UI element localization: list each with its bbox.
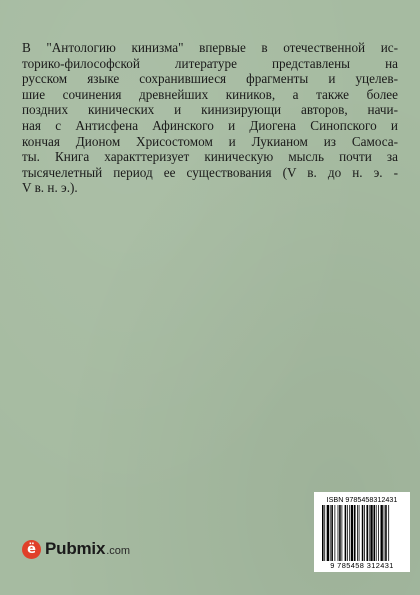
barcode-bar [362,505,364,561]
barcode-bar [369,505,370,561]
description-line: шие сочинения древнейших киников, а также более [22,86,398,102]
publisher-domain: .com [106,545,131,557]
barcode-bar [347,505,348,561]
description-line: ная с Антисфена Афинского и Диогена Синопского и [22,117,398,133]
description-line: ты. Книга характтеризует киническую мысль почти за [22,149,398,165]
barcode-bar [322,505,324,561]
description-line: В "Антологию кинизма" впервые в отечественной ис- [22,40,398,55]
publisher-logo [22,536,130,562]
barcode-bar [324,505,325,561]
description-line: кончая Дионом Хрисостомом и Лукианом из Самоса- [22,133,398,149]
barcode-bar [339,505,341,561]
barcode-bar [357,505,358,561]
description-line: V в. н. э.). [22,180,78,196]
barcode-icon [321,505,403,561]
barcode-bar [385,505,387,561]
barcode-bar [334,505,335,561]
barcode-bar [331,505,333,561]
barcode-bar [342,505,343,561]
description-line: русском языке сохранившиеся фрагменты и уцелев- [22,71,398,87]
barcode-bar [327,505,329,561]
barcode-bar [351,505,353,561]
isbn-label: ISBN 9785458312431 [326,495,398,504]
barcode-bar [345,505,347,561]
description-line: тысячелетный период ее существования (V в. до н. э. - [22,164,398,180]
description-line: торико-философской литературе представлены на [22,55,398,71]
barcode-bar [381,505,383,561]
barcode-bar [388,505,389,561]
description-line: поздних кинических и кинизирующи авторов, начи- [22,102,398,118]
barcode-bar [376,505,377,561]
barcode-bar [373,505,375,561]
book-description [22,40,398,196]
barcode-bar [364,505,365,561]
publisher-logo-icon: ё [22,540,41,559]
isbn-digits: 9 785458 312431 [330,561,394,570]
barcode-bar [359,505,360,561]
barcode-bar [330,505,331,561]
barcode-bar [338,505,339,561]
barcode-bar [349,505,350,561]
barcode-bar [378,505,379,561]
barcode-bar [384,505,385,561]
barcode-bar [366,505,368,561]
barcode-bar [370,505,372,561]
isbn-barcode-block [314,492,410,572]
barcode-bar [354,505,356,561]
publisher-name: Pubmix [45,539,106,558]
